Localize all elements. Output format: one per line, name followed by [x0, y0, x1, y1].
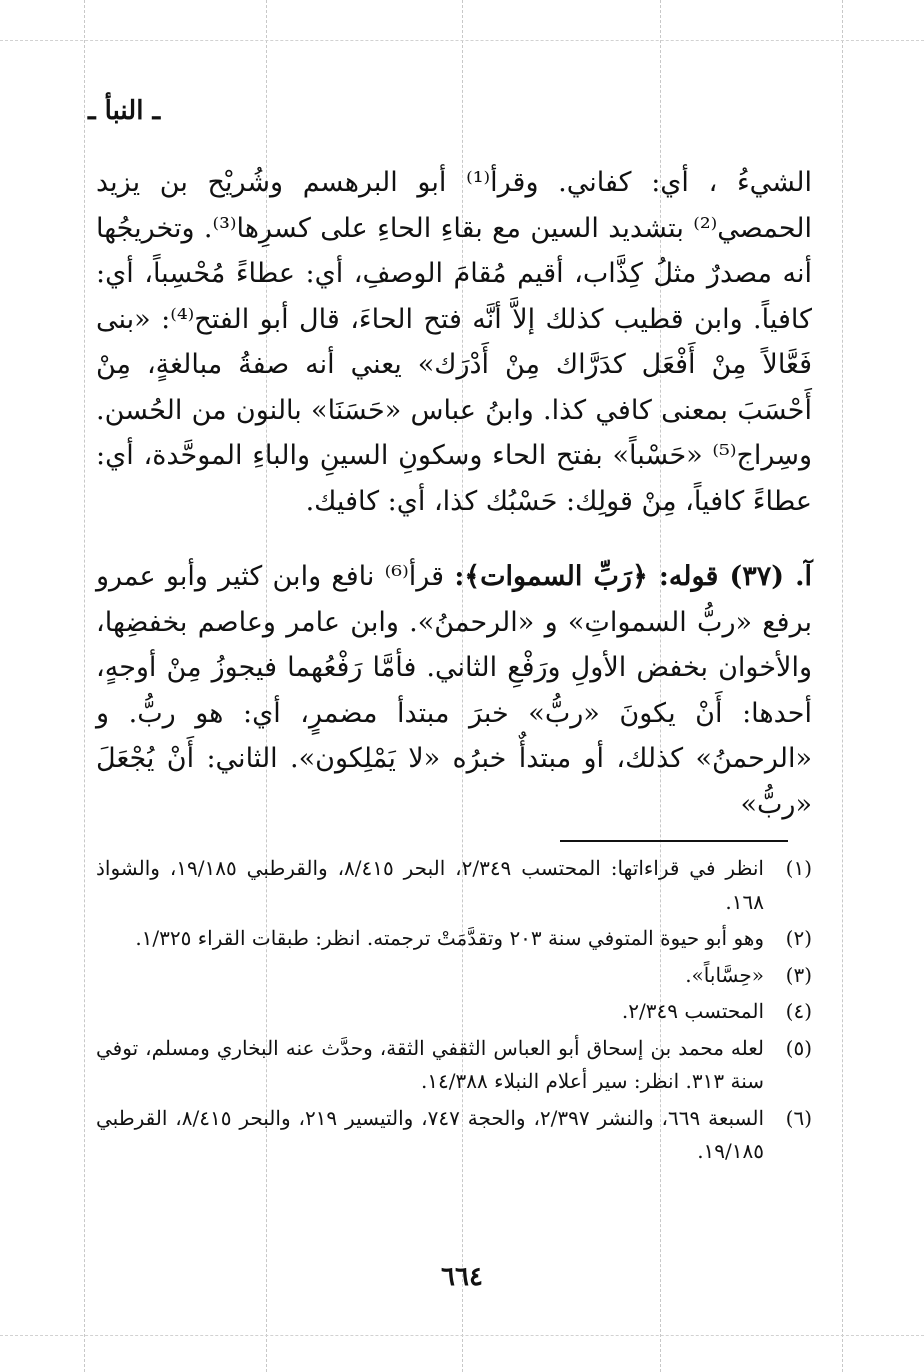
footnote-number: (٦)	[785, 1105, 812, 1130]
verse-heading: آ. (٣٧) قوله: ﴿رَبِّ السموات﴾:	[454, 561, 813, 592]
footnote-number: (١)	[785, 856, 812, 880]
footnote-text: وهو أبو حيوة المتوفي سنة ٢٠٣ وتقدَّمَتْ ترجمته. انظر: طبقات القراء ١/٣٢٥.	[135, 926, 764, 950]
footnote	[96, 922, 812, 956]
footnote-text: انظر في قراءاتها: المحتسب ٢/٣٤٩، البحر ٨/٤١٥، والقرطبي ١٩/١٨٥، والشواذ ١٦٨.	[96, 856, 764, 914]
paragraph	[96, 554, 812, 827]
running-header: ـ النبأ ـ	[88, 96, 161, 126]
footnote	[96, 959, 812, 993]
footnote	[96, 852, 812, 919]
footnote-separator	[560, 840, 788, 842]
footnote-text: «حِسَّاباً».	[685, 962, 764, 987]
paragraph-body: قرأ⁽⁶⁾ نافع وابن كثير وأبو عمرو برفع «ربُّ السمواتِ» و «الرحمنُ». وابن عامر وعاصم بخفضِها، والأخوان بخفض الأولِ ورَفْعِ الثاني. فأمَّا رَفْعُهما فيجوزُ مِنْ أوجهٍ، أحدها: أَنْ يكونَ «ربُّ» خبرَ مبتدأ مضمرٍ، أي: هو ربُّ. و «الرحمنُ» كذلك، أو مبتدأٌ خبرُه «لا يَمْلِكون». الثاني: أَنْ يُجْعَلَ «ربُّ»	[96, 561, 812, 820]
footnote-number: (٤)	[785, 999, 812, 1023]
page-number: ٦٦٤	[441, 1262, 483, 1292]
main-text	[96, 160, 812, 827]
footnote-text: السبعة ٦٦٩، والنشر ٢/٣٩٧، والحجة ٧٤٧، والتيسير ٢١٩، والبحر ٨/٤١٥، القرطبي ١٩/١٨٥.	[96, 1105, 765, 1163]
footnote	[96, 995, 812, 1029]
footnote-number: (٣)	[785, 962, 812, 987]
footnote-number: (٥)	[785, 1035, 812, 1060]
paragraph: الشيءُ ، أي: كفاني. وقرأ⁽¹⁾ أبو البرهسم وشُريْح بن يزيد الحمصي⁽²⁾ بتشديد السين مع بقاءِ الحاءِ على كسرِها⁽³⁾. وتخريجُها أنه مصدرٌ مثلُ كِذَّاب، أقيم مُقامَ الوصفِ، أي: عطاءً مُحْسِباً، أي: كافياً. وابن قطيب كذلك إلاَّ أنَّه فتح الحاءَ، قال أبو الفتح⁽⁴⁾: «بنى فَعَّالاً مِنْ أَفْعَل كدَرَّاك مِنْ أَدْرَك» يعني أنه صفةُ مبالغةٍ، مِنْ أَحْسَبَ بمعنى كافي كذا. وابنُ عباس «حَسَنَا» بالنون من الحُسن. وسِراج⁽⁵⁾ «حَسْباً» بفتح الحاء وسكونِ السينِ والباءِ الموحَّدة، أي: عطاءً كافياً، مِنْ قولِك: حَسْبُك كذا، أي: كافيك.	[96, 167, 812, 517]
footnote	[96, 1032, 812, 1099]
footnote-number: (٢)	[785, 926, 812, 950]
footnote-text: المحتسب ٢/٣٤٩.	[621, 999, 764, 1023]
footnote	[96, 1102, 812, 1169]
footnotes	[96, 852, 812, 1172]
footnote-text: لعله محمد بن إسحاق أبو العباس الثقفي الثقة، وحدَّث عنه البخاري ومسلم، توفي سنة ٣١٣. انظر: سير أعلام النبلاء ١٤/٣٨٨.	[96, 1035, 764, 1093]
